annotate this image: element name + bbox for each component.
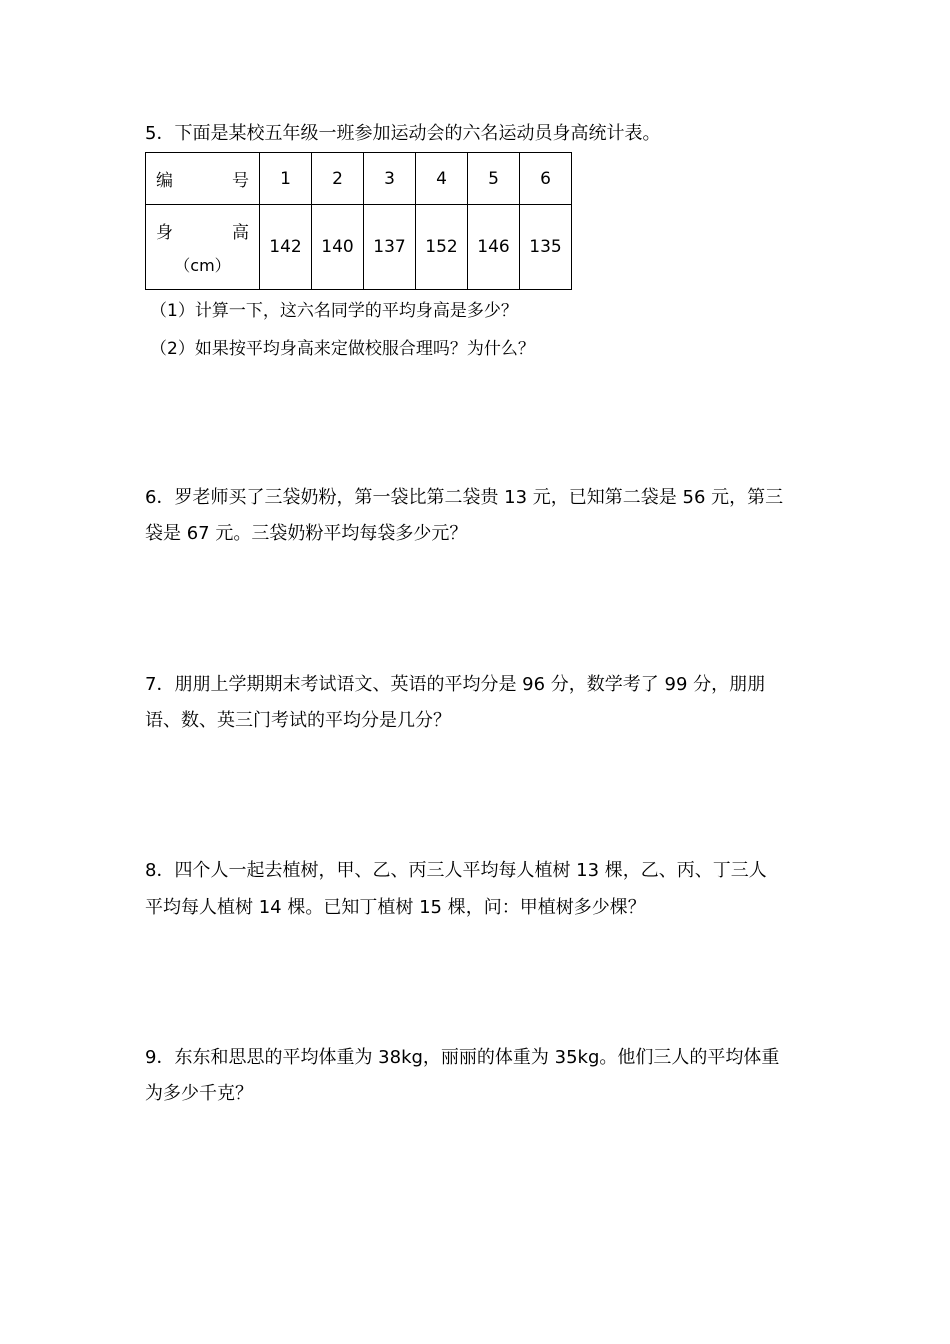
table-cell-number: 6 bbox=[520, 153, 572, 205]
table-cell-number: 3 bbox=[364, 153, 416, 205]
height-statistics-table bbox=[145, 152, 572, 290]
question-6-line-1: 6．罗老师买了三袋奶粉，第一袋比第二袋贵 13 元，已知第二袋是 56 元，第三 bbox=[145, 487, 784, 508]
table-cell-height: 140 bbox=[312, 205, 364, 290]
table-header-number bbox=[146, 153, 260, 205]
header-label-right: 号 bbox=[232, 171, 249, 191]
table-cell-height: 142 bbox=[260, 205, 312, 290]
question-9-line-2: 为多少千克？ bbox=[145, 1083, 253, 1104]
table-row-number bbox=[146, 153, 572, 205]
table-cell-height: 137 bbox=[364, 205, 416, 290]
question-6-line-2: 袋是 67 元。三袋奶粉平均每袋多少元？ bbox=[145, 523, 468, 544]
question-5-sub-2: （2）如果按平均身高来定做校服合理吗？为什么？ bbox=[150, 339, 535, 359]
question-8-line-2: 平均每人植树 14 棵。已知丁植树 15 棵，问：甲植树多少棵？ bbox=[145, 897, 646, 918]
height-label-right: 高 bbox=[232, 223, 249, 243]
height-label-left: 身 bbox=[156, 223, 173, 243]
question-5-title: 5．下面是某校五年级一班参加运动会的六名运动员身高统计表。 bbox=[145, 123, 661, 144]
table-row-height bbox=[146, 205, 572, 290]
table-cell-number: 2 bbox=[312, 153, 364, 205]
header-label-left: 编 bbox=[156, 171, 173, 191]
table-cell-height: 146 bbox=[468, 205, 520, 290]
question-5-sub-1: （1）计算一下，这六名同学的平均身高是多少？ bbox=[150, 301, 518, 321]
height-unit: （cm） bbox=[174, 256, 231, 275]
question-7-line-1: 7．朋朋上学期期末考试语文、英语的平均分是 96 分，数学考了 99 分，朋朋 bbox=[145, 674, 766, 695]
question-8-line-1: 8．四个人一起去植树，甲、乙、丙三人平均每人植树 13 棵，乙、丙、丁三人 bbox=[145, 860, 767, 881]
table-cell-number: 1 bbox=[260, 153, 312, 205]
table-cell-height: 152 bbox=[416, 205, 468, 290]
table-header-height bbox=[146, 205, 260, 290]
table-cell-number: 4 bbox=[416, 153, 468, 205]
question-7-line-2: 语、数、英三门考试的平均分是几分？ bbox=[145, 710, 451, 731]
table-cell-number: 5 bbox=[468, 153, 520, 205]
table-cell-height: 135 bbox=[520, 205, 572, 290]
question-9-line-1: 9．东东和思思的平均体重为 38kg，丽丽的体重为 35kg。他们三人的平均体重 bbox=[145, 1047, 780, 1068]
